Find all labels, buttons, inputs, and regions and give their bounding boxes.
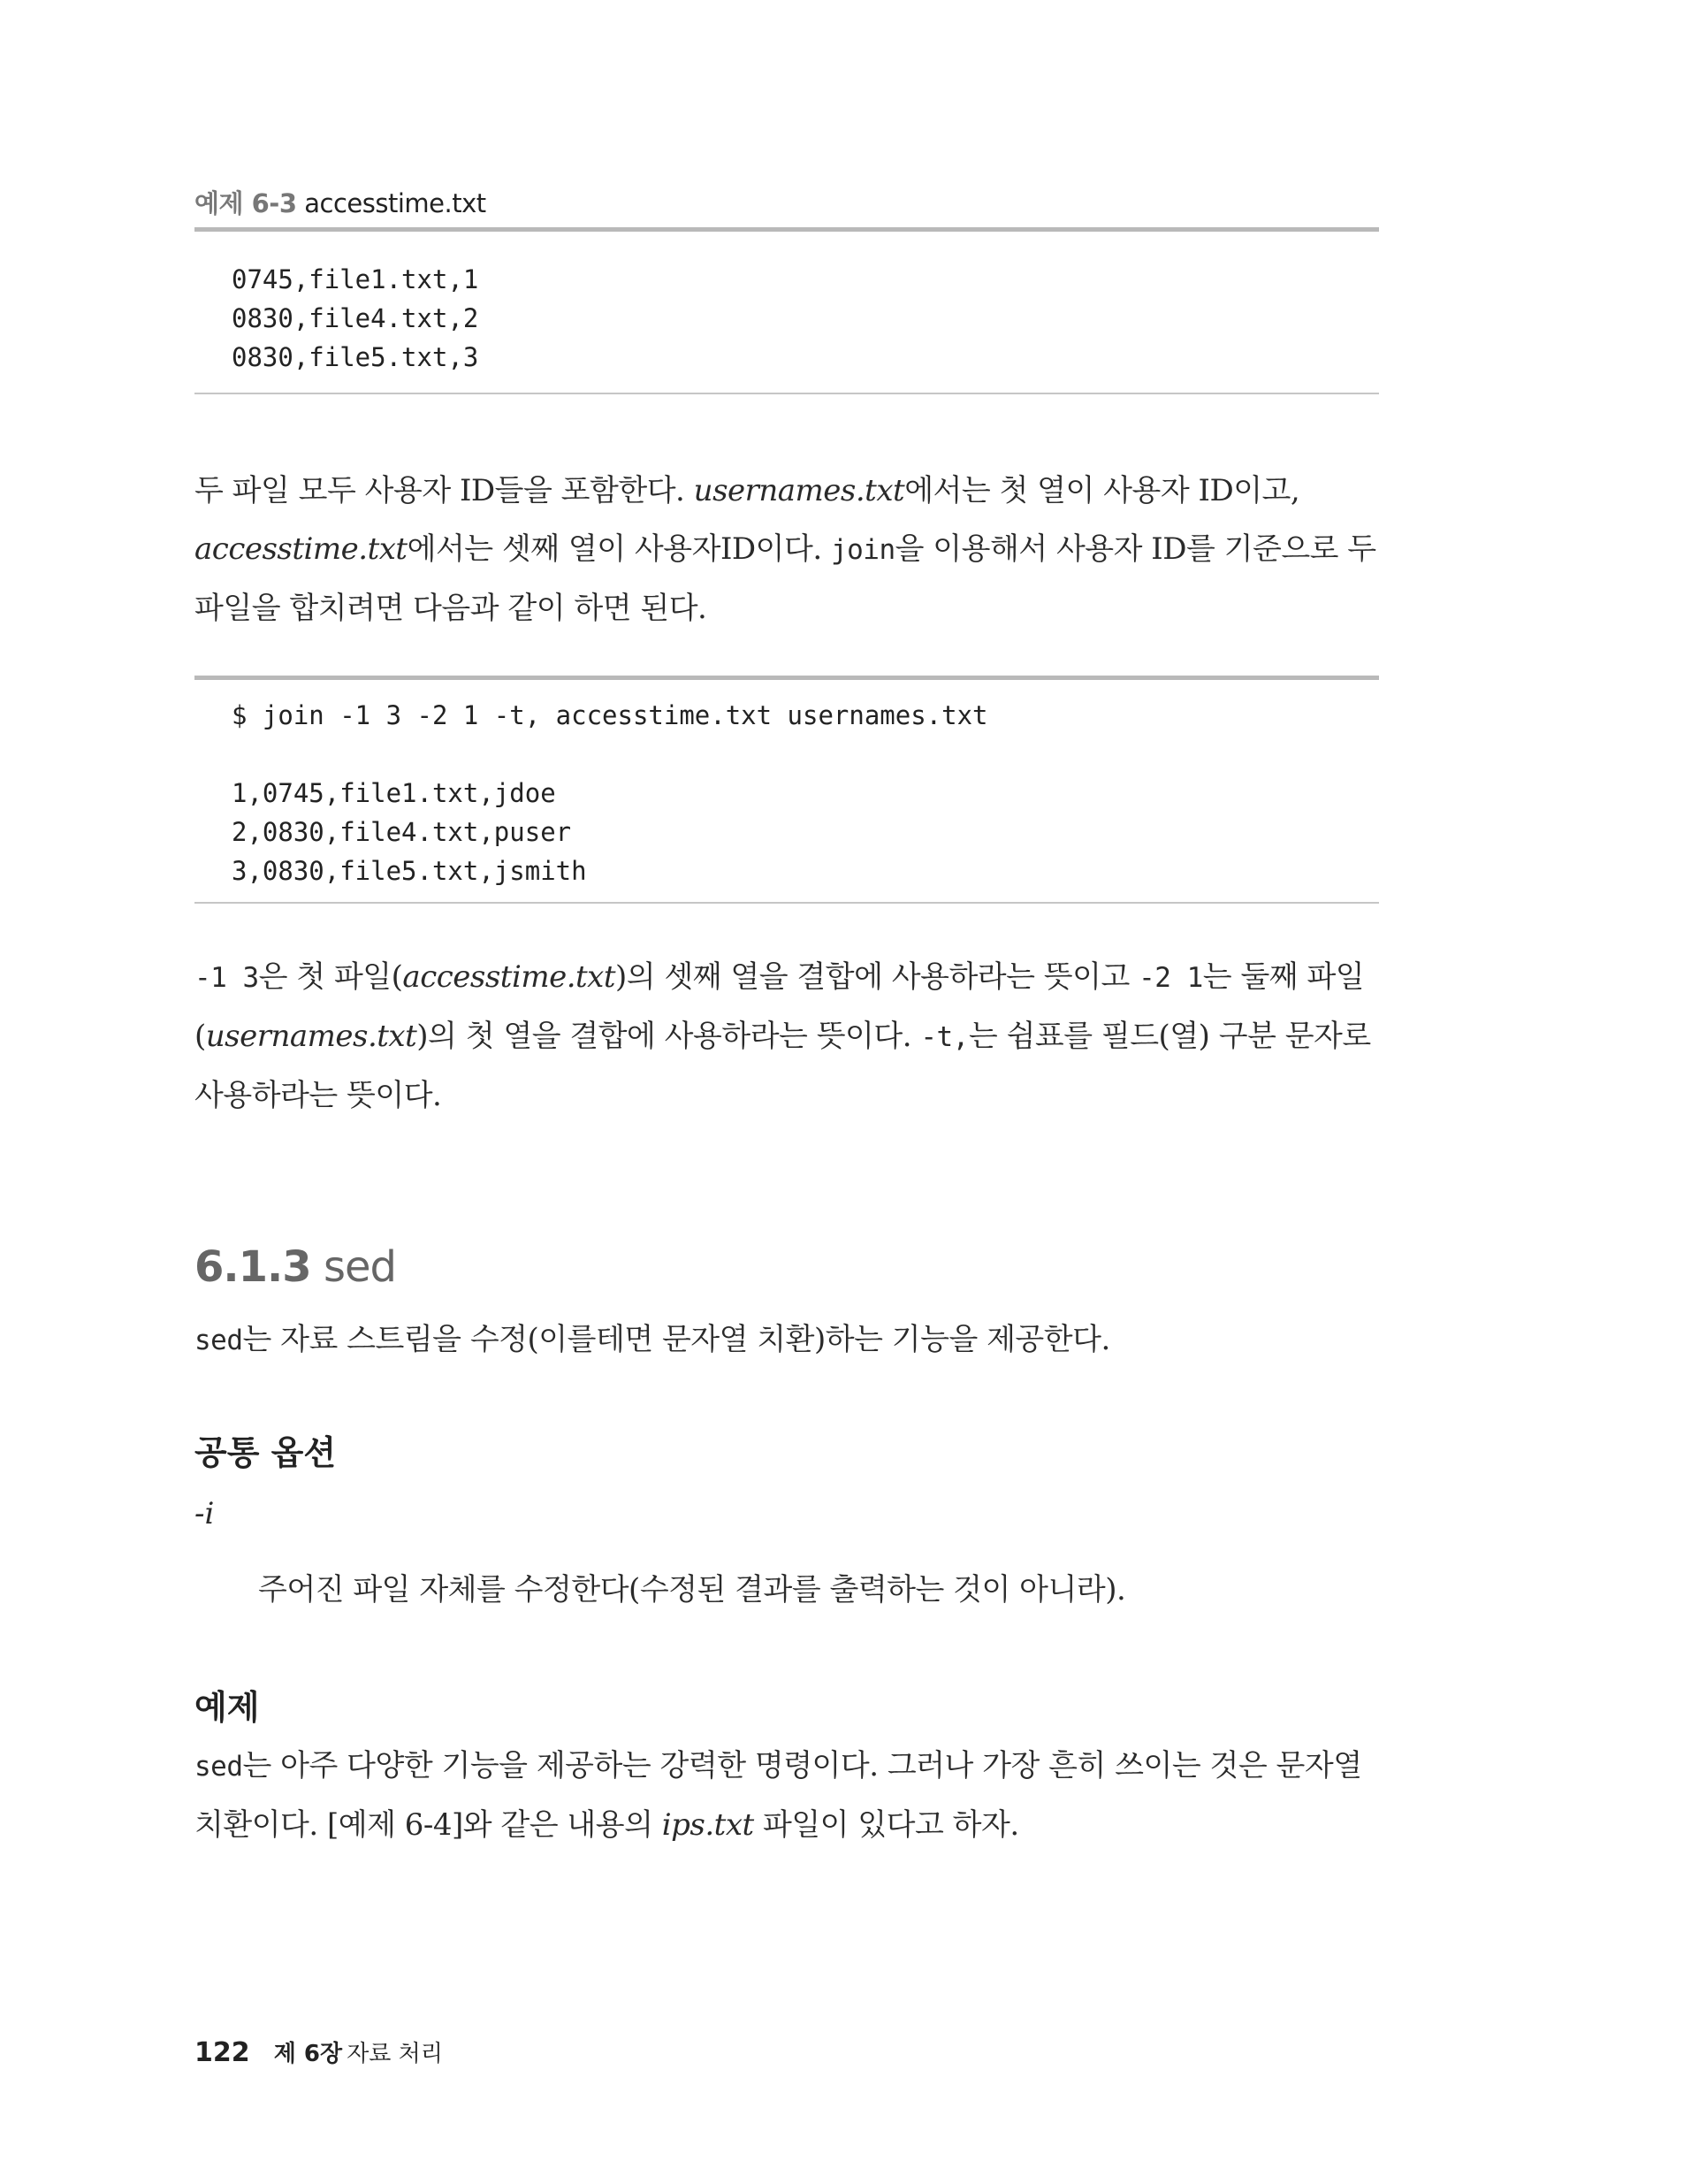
example-title: accesstime.txt (304, 188, 486, 218)
page-number: 122 (194, 2037, 250, 2068)
inline-code: -t, (920, 1021, 969, 1053)
example-caption (194, 184, 486, 220)
inline-code: -1 3 (194, 962, 259, 994)
code-line: 1,0745,file1.txt,jdoe (232, 778, 556, 808)
page-footer (194, 2035, 443, 2068)
filename: accesstime.txt (402, 959, 616, 995)
subheading-examples: 예제 (194, 1688, 260, 1727)
paragraph-sed-intro: sed는 자료 스트림을 수정(이를테면 문자열 치환)하는 기능을 제공한다. (194, 1322, 1110, 1357)
section-title: sed (323, 1242, 396, 1292)
filename: ips.txt (661, 1807, 754, 1843)
code-block-accesstime (232, 260, 478, 377)
code-block-top-rule (194, 227, 1379, 232)
inline-code: sed (194, 1325, 243, 1356)
inline-code: sed (194, 1751, 243, 1783)
filename: accesstime.txt (194, 531, 408, 567)
code-line: 0830,file4.txt,2 (232, 303, 479, 333)
paragraph-join-intro: 두 파일 모두 사용자 ID들을 포함한다. usernames.txt에서는 첫 열이 사용자 ID이고, accesstime.txt에서는 셋째 열이 사용자ID이다. join을 이용해서 사용자 ID를 기준으로 두 파일을 합치려면 다음과 같이 하면 된다. (194, 473, 1376, 626)
filename: usernames.txt (693, 473, 905, 508)
code-block-bottom-rule (194, 902, 1379, 904)
code-line: 0830,file5.txt,3 (232, 342, 479, 372)
example-label: 예제 6-3 (194, 188, 297, 218)
paragraph-sed-example: sed는 아주 다양한 기능을 제공하는 강력한 명령이다. 그러나 가장 흔히 쓰이는 것은 문자열 치환이다. [예제 6-4]와 같은 내용의 ips.txt 파일이 있다고 하자. (194, 1748, 1362, 1843)
paragraph-join-explain: -1 3은 첫 파일(accesstime.txt)의 셋째 열을 결합에 사용하라는 뜻이고 -2 1는 둘째 파일(usernames.txt)의 첫 열을 결합에 사용하라는 뜻이다. -t,는 쉼표를 필드(열) 구분 문자로 사용하라는 뜻이다. (194, 959, 1371, 1113)
section-heading (194, 1242, 396, 1292)
code-line: 3,0830,file5.txt,jsmith (232, 856, 587, 886)
code-block-bottom-rule (194, 393, 1379, 394)
book-page (194, 0, 1379, 2184)
command-line: $ join -1 3 -2 1 -t, accesstime.txt usernames.txt (232, 700, 988, 730)
code-block-top-rule (194, 676, 1379, 680)
code-line: 2,0830,file4.txt,puser (232, 817, 572, 847)
section-number: 6.1.3 (194, 1242, 311, 1292)
code-line: 0745,file1.txt,1 (232, 264, 479, 294)
option-name: -i (194, 1496, 215, 1531)
inline-code: -2 1 (1139, 962, 1203, 994)
chapter-title: 자료 처리 (347, 2041, 443, 2067)
filename: usernames.txt (205, 1019, 417, 1054)
option-description: 주어진 파일 자체를 수정한다(수정된 결과를 출력하는 것이 아니라). (258, 1572, 1126, 1607)
chapter-label: 제 6장 (273, 2041, 343, 2067)
subheading-common-options: 공통 옵션 (194, 1433, 337, 1472)
inline-code: join (830, 534, 895, 566)
code-block-join (232, 696, 988, 890)
